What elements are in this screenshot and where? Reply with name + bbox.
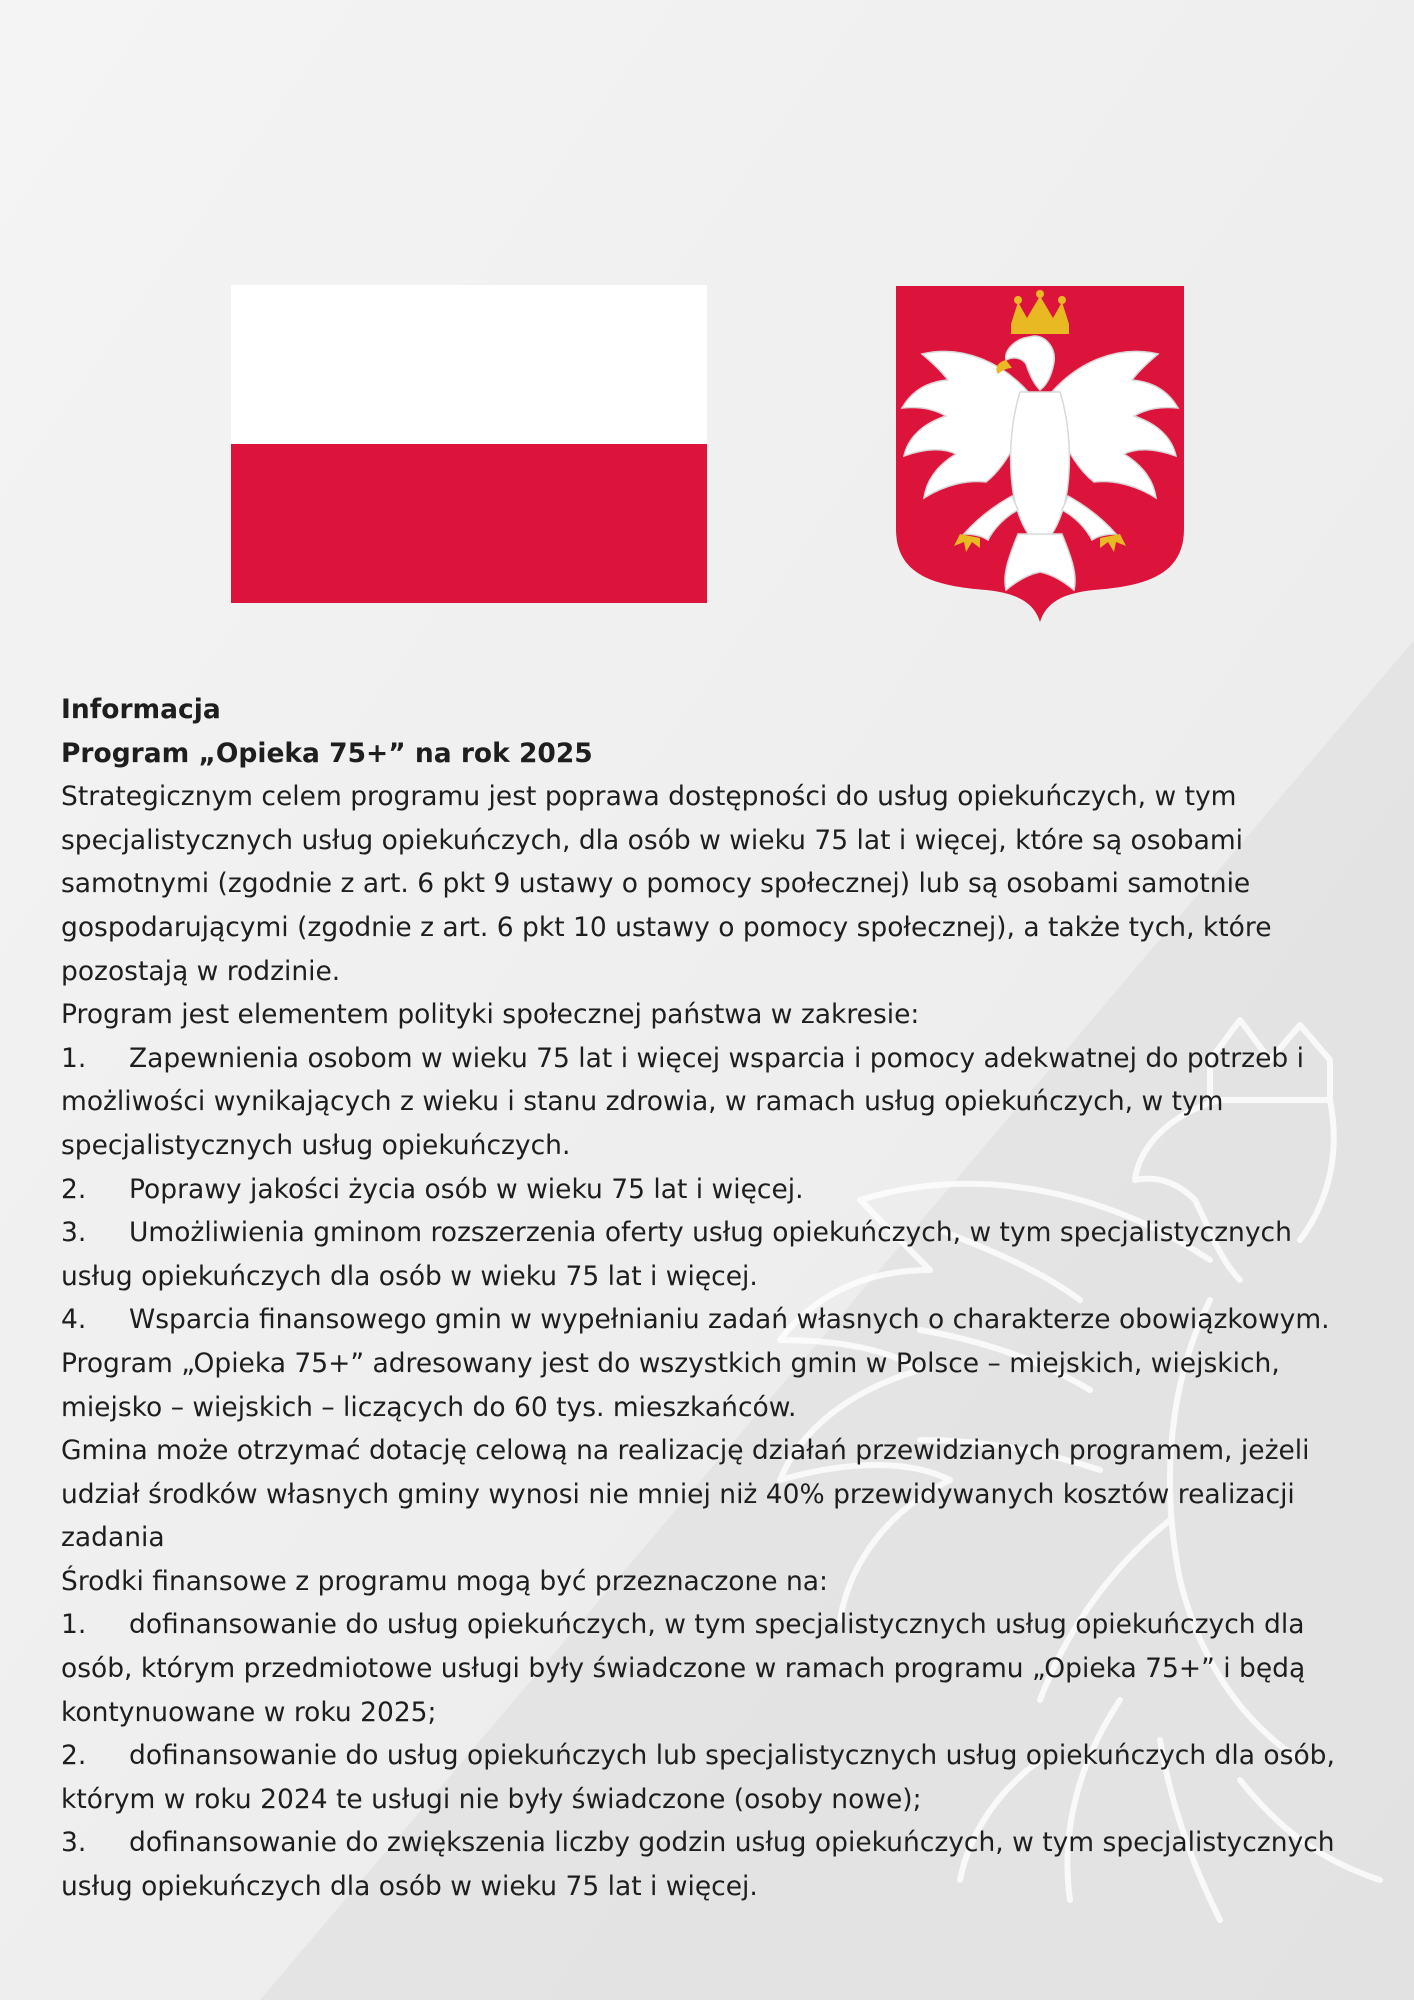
funds-item-number: 1.: [61, 1609, 87, 1641]
policy-item-text: Wsparcia finansowego gmin w wypełnianiu zadań własnych o charakterze obowiązkowym.: [129, 1304, 1330, 1336]
policy-item-number: 2.: [61, 1173, 87, 1205]
policy-item: [61, 1298, 1361, 1342]
policy-item-text: Poprawy jakości życia osób w wieku 75 lat i więcej.: [129, 1173, 804, 1205]
flag-red-stripe: [231, 444, 707, 603]
poland-flag-icon: [231, 285, 707, 603]
funds-item: [61, 1821, 1361, 1908]
funds-item-number: 3.: [61, 1827, 87, 1859]
polish-white-eagle-emblem-icon: [894, 284, 1186, 626]
funds-item-text: dofinansowanie do zwiększenia liczby godzin usług opiekuńczych, w tym specjalistycznych usług opiekuńczych dla osób w wieku 75 lat i więcej.: [61, 1827, 1335, 1903]
funds-item-text: dofinansowanie do usług opiekuńczych, w tym specjalistycznych usług opiekuńczych dla osób, którym przedmiotowe usługi były świadczone w ramach programu „Opieka 75+” i będą kontynuowane w roku 2025;: [61, 1609, 1306, 1728]
policy-intro: Program jest elementem polityki społecznej państwa w zakresie:: [61, 999, 920, 1031]
document-title: Program „Opieka 75+” na rok 2025: [61, 737, 593, 769]
funds-intro: Środki finansowe z programu mogą być przeznaczone na:: [61, 1565, 828, 1597]
grant-paragraph: Gmina może otrzymać dotację celową na realizację działań przewidzianych programem, jeżeli udział środków własnych gminy wynosi nie mniej niż 40% przewidywanych kosztów realizacji zadania: [61, 1435, 1310, 1554]
flag-white-stripe: [231, 285, 707, 444]
intro-paragraph: Strategicznym celem programu jest poprawa dostępności do usług opiekuńczych, w tym specjalistycznych usług opiekuńczych, dla osób w wieku 75 lat i więcej, które są osobami samotnymi (zgodnie z art. 6 pkt 9 ustawy o pomocy społecznej) lub są osobami samotnie gospodarującymi (zgodnie z art. 6 pkt 10 ustawy o pomocy społecznej), a także tych, które pozostają w rodzinie.: [61, 781, 1272, 987]
policy-item-number: 1.: [61, 1042, 87, 1074]
funds-item-text: dofinansowanie do usług opiekuńczych lub specjalistycznych usług opiekuńczych dla osób, którym w roku 2024 te usługi nie były świadczone (osoby nowe);: [61, 1740, 1335, 1815]
policy-item-number: 4.: [61, 1304, 87, 1336]
funds-item: [61, 1734, 1361, 1821]
policy-item: [61, 1037, 1361, 1168]
document-label: Informacja: [61, 694, 221, 725]
policy-item-number: 3.: [61, 1217, 87, 1249]
addressed-paragraph: Program „Opieka 75+” adresowany jest do wszystkich gmin w Polsce – miejskich, wiejskich, miejsko – wiejskich – liczących do 60 tys. mieszkańców.: [61, 1347, 1280, 1423]
policy-item: [61, 1211, 1361, 1298]
funds-item: [61, 1603, 1361, 1734]
policy-item-text: Umożliwienia gminom rozszerzenia oferty usług opiekuńczych, w tym specjalistycznych usług opiekuńczych dla osób w wieku 75 lat i więcej.: [61, 1217, 1292, 1292]
funds-item-number: 2.: [61, 1740, 87, 1772]
policy-item-text: Zapewnienia osobom w wieku 75 lat i więcej wsparcia i pomocy adekwatnej do potrzeb i możliwości wynikających z wieku i stanu zdrowia, w ramach usług opiekuńczych, w tym specjalistycznych usług opiekuńczych.: [61, 1042, 1304, 1161]
policy-item: [61, 1168, 1361, 1212]
document-body: [61, 688, 1361, 1909]
